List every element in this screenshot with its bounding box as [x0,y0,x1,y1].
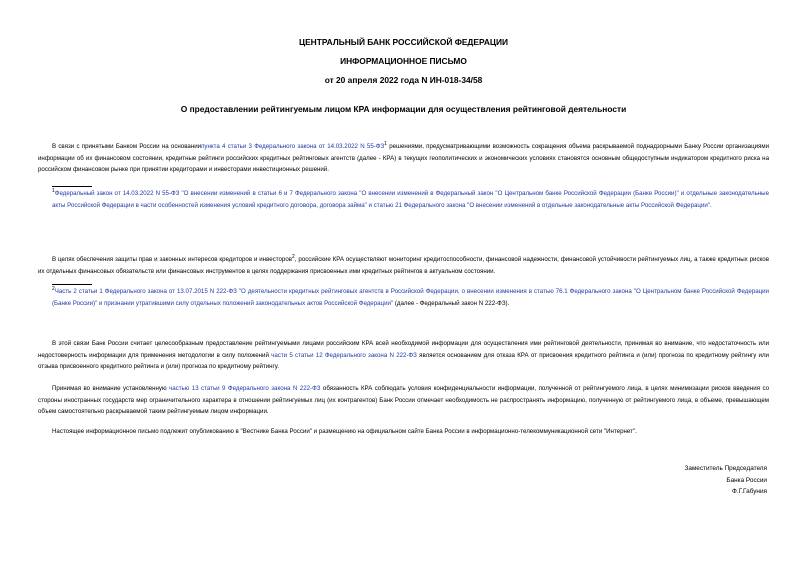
footnote-1-link[interactable]: Федеральный закон от 14.03.2022 N 55-ФЗ "О внесении изменений в статьи 6 и 7 Федерального закона "О внесении изменений в Федеральный закон "О Центральном банке Российской Федерации (Банке России)" и отдельные законодательные акты Российской Федерации в части особенностей изменения условий кредитного договора, договора займа" и статью 21 Федерального закона "О внесении изменений в отдельные законодательные акты Российской Федерации". [52,190,769,209]
paragraph-2-intro: В целях обеспечения защиты прав и законных интересов кредиторов и инвесторов [52,256,292,263]
document-type: ИНФОРМАЦИОННОЕ ПИСЬМО [340,56,467,66]
paragraph-4-intro: Принимая во внимание установленную [52,385,170,392]
footnote-separator-1 [52,186,92,187]
paragraph-3-intro: В этой связи Банк России считает целесообразным предоставление рейтингуемыми лицами российским КРА всей необходимой информации для осуществления ими рейтинговой деятельности, принимая во внимание, что недостаточность или недостоверность информации для применения методологии в силу положений [38,340,769,359]
paragraph-2-body: , российские КРА осуществляют мониторинг кредитоспособности, финансовой надежности, финансовой устойчивости рейтингуемых лиц, а также кредитных рисков их отдельных финансовых обязательств или финансовых инструментов в целях поддержания присвоенных ими кредитных рейтингов в актуальном состоянии. [38,256,769,275]
signatory-name: Ф.Г.Габуния [731,488,767,495]
paragraph-1-intro: В связи с принятыми Банком России на основании [52,143,202,150]
footnote-2-mark: 2 [52,285,55,292]
paragraph-4-body: обязанность КРА соблюдать условия конфиденциальности информации, полученной от рейтингуемого лица, в целях минимизации рисков введения со стороны иностранных государств мер ограничительного характера в отношении рейтингуемых лиц (их контрагентов) Банк России отмечает необходимость не распространять информацию, полученную от рейтингуемого лица, в объеме, превышающем объем самостоятельно раскрываемой таким рейтингуемым лицом информации. [38,385,769,415]
footnote-2 [52,286,769,309]
footnote-2-tail: (далее - Федеральный закон N 222-ФЗ). [393,299,510,307]
issuer-title: ЦЕНТРАЛЬНЫЙ БАНК РОССИЙСКОЙ ФЕДЕРАЦИИ [298,37,509,47]
footnote-1 [52,188,769,211]
signature-block [684,463,767,498]
paragraph-5 [38,426,769,438]
law-222-fz-art12-link[interactable]: части 5 статьи 12 Федерального закона N 222-ФЗ [271,351,417,359]
document-date-number: от 20 апреля 2022 года N ИН-018-34/58 [324,75,483,85]
footnote-separator-2 [52,284,92,285]
paragraph-4 [38,383,769,418]
paragraph-1 [38,141,769,176]
law-222-fz-art9-link[interactable]: частью 13 статьи 9 Федерального закона N 222-ФЗ [169,385,321,392]
footnote-ref-2[interactable]: 2 [292,253,295,260]
paragraph-2 [38,254,769,277]
law-55-fz-link[interactable]: пункта 4 статьи 3 Федерального закона от 14.03.2022 N 55-ФЗ [201,143,385,150]
paragraph-3 [38,338,769,373]
signatory-organization: Банка России [726,476,767,484]
paragraph-1-body: решениями, предусматривающими возможность сокращения объема раскрываемой поднадзорными Банку России организациями информации об их финансовом состоянии, кредитные рейтинги российских кредитных рейтинговых агентств (далее - КРА) в текущих геополитических и экономических условиях становятся основным общедоступным индикатором кредитного риска на российском финансовом рынке при принятии кредиторами и инвесторами инвестиционных решений. [38,143,769,173]
paragraph-3-body: является основанием для отказа КРА от присвоения кредитного рейтинга и (или) прогноза по кредитному рейтингу или отзыва присвоенного кредитного рейтинга и (или) прогноза по кредитному рейтингу. [38,351,769,370]
footnote-ref-1[interactable]: 1 [384,140,387,147]
document-subject: О предоставлении рейтингуемым лицом КРА информации для осуществления рейтинговой деятельности [180,104,627,114]
paragraph-5-text: Настоящее информационное письмо подлежит опубликованию в "Вестнике Банка России" и размещению на официальном сайте Банка России в информационно-телекоммуникационной сети "Интернет". [52,428,637,435]
footnote-2-link[interactable]: Часть 2 статьи 1 Федерального закона от 13.07.2015 N 222-ФЗ "О деятельности кредитных рейтинговых агентств в Российской Федерации, о внесении изменения в статью 76.1 Федерального закона "О Центральном банке Российской Федерации (Банке России)" и признании утратившими силу отдельных положений законодательных актов Российской Федерации" [52,288,769,307]
signatory-title: Заместитель Председателя [684,465,767,472]
footnote-1-mark: 1 [52,187,55,194]
